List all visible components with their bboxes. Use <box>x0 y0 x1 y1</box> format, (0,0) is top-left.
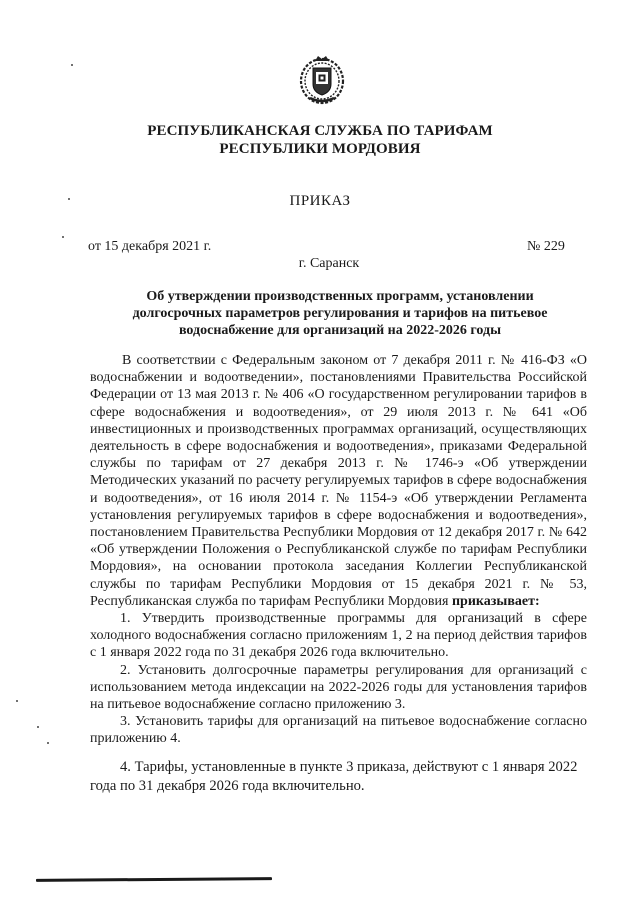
order-number: № 229 <box>527 239 565 254</box>
order-item-1: 1. Утвердить производственные программы для организаций в сфере холодного водоснабжения согласно приложениям 1, 2 на период действия тарифов с 1 января 2022 года по 31 декабря 2026 года включительно. <box>90 611 587 661</box>
coat-of-arms-icon <box>298 52 346 106</box>
directive-word: приказывает: <box>451 593 540 609</box>
order-item-4: 4. Тарифы, установленные в пункте 3 приказа, действуют с 1 января 2022 года по 31 декабря 2026 года включительно. <box>90 758 578 794</box>
order-subject <box>90 288 590 339</box>
order-item-2: 2. Установить долгосрочные параметры регулирования для организаций с использованием метода индексации на 2022-2026 годы для установления тарифов на питьевое водоснабжение согласно приложению 3. <box>90 662 587 713</box>
organization-name <box>0 122 640 158</box>
preamble-text: В соответствии с Федеральным законом от 7 декабря 2011 г. № 416-ФЗ «О водоснабжении и водоотведении», постановлениями Правительства Российской Федерации от 13 мая 2013 г. № 406 «О государственном регулировании тарифов в сфере водоснабжения и водоотведения», от 29 июля 2013 г. № 641 «Об инвестиционных и производственных программах организаций, осуществляющих деятельность в сфере водоснабжения и водоотведения», приказами Федеральной службы по тарифам от 27 декабря 2013 г. № 1746-э «Об утверждении Методических указаний по расчету регулируемых тарифов в сфере водоснабжения и водоотведения», от 16 июля 2014 г. № 1154-э «Об утверждении Регламента установления регулируемых тарифов в сфере водоснабжения и водоотведения», постановлением Правительства Республики Мордовия от 12 декабря 2017 г. № 642 «Об утверждении Положения о Республиканской службе по тарифам Республики Мордовия», на основании протокола заседания Коллегии Республиканской службы по тарифам Республики Мордовия от 15 декабря 2021 г. № 53, Республиканская служба по тарифам Республики Мордовия <box>90 353 587 609</box>
preamble-paragraph <box>90 352 587 610</box>
subject-line-1: Об утверждении производственных программ, установлении <box>146 289 534 304</box>
order-city: г. Саранск <box>298 256 360 271</box>
scan-artifact-line <box>36 877 272 882</box>
scan-speck <box>47 742 49 744</box>
subject-line-3: водоснабжение для организаций на 2022-2026 годы <box>178 323 502 338</box>
order-body <box>90 352 587 796</box>
scan-speck <box>71 64 73 66</box>
scan-speck <box>68 198 70 200</box>
document-title: ПРИКАЗ <box>289 193 351 209</box>
subject-line-2: долгосрочных параметров регулирования и тарифов на питьевое <box>132 306 548 321</box>
scan-speck <box>37 726 39 728</box>
organization-name-line-1: РЕСПУБЛИКАНСКАЯ СЛУЖБА ПО ТАРИФАМ <box>147 123 493 139</box>
organization-name-line-2: РЕСПУБЛИКИ МОРДОВИЯ <box>219 141 421 157</box>
order-item-3: 3. Установить тарифы для организаций на питьевое водоснабжение согласно приложению 4. <box>90 714 587 747</box>
order-date: от 15 декабря 2021 г. <box>88 239 212 254</box>
scan-speck <box>62 236 64 238</box>
scan-speck <box>16 700 18 702</box>
